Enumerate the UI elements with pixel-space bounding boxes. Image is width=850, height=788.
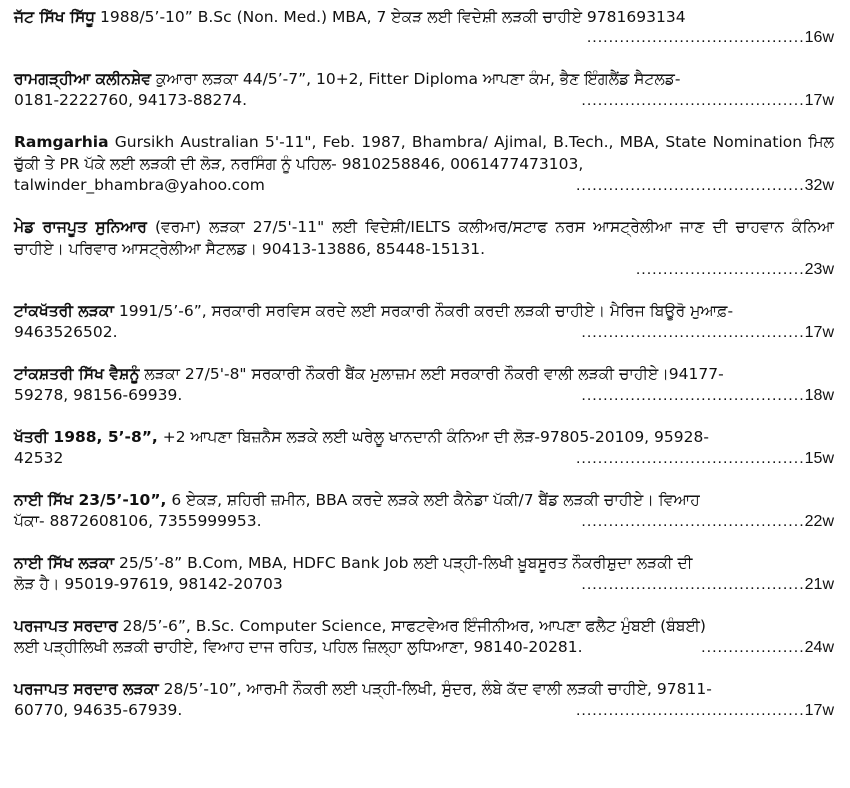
ad-body: 28/5’-6”, B.Sc. Computer Science, ਸਾਫਟਵੇਅਰ ਇੰਜੀਨੀਅਰ, ਆਪਣਾ ਫਲੈਟ ਮੁੰਬਈ (ਬੰਬਈ) — [117, 617, 706, 635]
ad-code: 17w — [804, 92, 834, 109]
dot-leader: ......................................... — [581, 92, 805, 109]
ad-body: Gursikh Australian 5'-11", Feb. 1987, Bhambra/ Ajimal, B.Tech., MBA, State Nomination ਮਿਲ ਚੁੱਕੀ ਤੇ PR ਪੱਕੇ ਲਈ ਲੜਕੀ ਦੀ ਲੋੜ, ਨਰਸਿੰਗ ਨੂੰ ਪਹਿਲ- 9810258846, 0061477473103, — [14, 133, 834, 173]
ad-code: 18w — [804, 387, 834, 404]
ad-heading: ਨਾਈ ਸਿੱਖ 23/5’-10”, — [14, 491, 167, 509]
ad-body: ਕੁਆਰਾ ਲੜਕਾ 44/5’-7”, 10+2, Fitter Diploma ਆਪਣਾ ਕੰਮ, ਭੈਣ ਇੰਗਲੈਂਡ ਸੈਟਲਡ- — [151, 70, 681, 88]
ad-contact-line: 9463526502. — [14, 323, 118, 341]
ad-footer — [14, 700, 834, 721]
ad-code: 21w — [804, 576, 834, 593]
ad-body: 1988/5’-10” B.Sc (Non. Med.) MBA, 7 ਏਕੜ ਲਈ ਵਿਦੇਸ਼ੀ ਲੜਕੀ ਚਾਹੀਏ 9781693134 — [95, 8, 686, 26]
ad-text — [14, 300, 834, 322]
ad-body: (ਵਰਮਾ) ਲੜਕਾ 27/5'-11" ਲਈ ਵਿਦੇਸ਼ੀ/IELTS ਕਲੀਅਰ/ਸਟਾਫ ਨਰਸ ਆਸਟ੍ਰੇਲੀਆ ਜਾਣ ਦੀ ਚਾਹਵਾਨ ਕੰਨਿਆ ਚਾਹੀਏ। ਪਰਿਵਾਰ ਆਸਟ੍ਰੇਲੀਆ ਸੈਟਲਡ। 90413-13886, 85448-15131. — [14, 218, 834, 258]
dot-leader: ............................... — [635, 261, 805, 278]
ad-text — [14, 426, 834, 448]
ad-heading: ਜੱਟ ਸਿੱਖ ਸਿੱਧੂ — [14, 8, 96, 26]
ad-text — [14, 552, 834, 574]
ad-heading: ਮੇਡ ਰਾਜਪੂਤ ਸੁਨਿਆਰ — [14, 218, 147, 236]
ad-footer — [14, 90, 834, 111]
classified-ad — [14, 615, 834, 658]
ad-code: 22w — [804, 513, 834, 530]
ad-footer — [14, 175, 834, 196]
ad-footer — [14, 322, 834, 343]
ad-text — [14, 131, 834, 175]
ad-heading: ਪਰਜਾਪਤ ਸਰਦਾਰ — [14, 617, 118, 635]
dot-leader: .......................................... — [575, 450, 805, 467]
classified-ad — [14, 678, 834, 721]
ad-contact-line: 60770, 94635-67939. — [14, 701, 183, 719]
ad-contact-line: ਲਈ ਪੜ੍ਹੀਲਿਖੀ ਲੜਕੀ ਚਾਹੀਏ, ਵਿਆਹ ਦਾਜ ਰਹਿਤ, ਪਹਿਲ ਜ਼ਿਲ੍ਹਾ ਲੁਧਿਆਣਾ, 98140-20281. — [14, 638, 583, 656]
ad-text — [14, 678, 834, 700]
dot-leader: ......................................... — [581, 576, 805, 593]
ad-body: ਲੜਕਾ 27/5'-8" ਸਰਕਾਰੀ ਨੌਕਰੀ ਬੈਂਕ ਮੁਲਾਜ਼ਮ ਲਈ ਸਰਕਾਰੀ ਨੌਕਰੀ ਵਾਲੀ ਲੜਕੀ ਚਾਹੀਏ।94177- — [139, 365, 724, 383]
ad-code: 24w — [804, 639, 834, 656]
ad-footer — [14, 385, 834, 406]
dot-leader: .......................................... — [575, 702, 805, 719]
ad-contact-line: talwinder_bhambra@yahoo.com — [14, 176, 265, 194]
dot-leader: ......................................... — [581, 513, 805, 530]
ad-code: 17w — [804, 324, 834, 341]
ad-code: 23w — [804, 261, 834, 278]
ad-heading: ਪਰਜਾਪਤ ਸਰਦਾਰ ਲੜਕਾ — [14, 680, 159, 698]
ad-code: 32w — [804, 177, 834, 194]
ad-heading: ਖੱਤਰੀ 1988, 5’-8”, — [14, 428, 158, 446]
ad-footer — [14, 574, 834, 595]
ad-body: +2 ਆਪਣਾ ਬਿਜ਼ਨੈਸ ਲੜਕੇ ਲਈ ਘਰੇਲੂ ਖਾਨਦਾਨੀ ਕੰਨਿਆ ਦੀ ਲੋੜ-97805-20109, 95928- — [157, 428, 709, 446]
classified-ad — [14, 131, 834, 196]
ad-text — [14, 216, 834, 260]
ad-code: 17w — [804, 702, 834, 719]
ad-text — [14, 6, 834, 28]
ad-body: 1991/5’-6”, ਸਰਕਾਰੀ ਸਰਵਿਸ ਕਰਦੇ ਲਈ ਸਰਕਾਰੀ ਨੌਕਰੀ ਕਰਦੀ ਲੜਕੀ ਚਾਹੀਏ। ਮੈਰਿਜ ਬਿਊਰੋ ਮੁਆਫ਼- — [113, 302, 734, 320]
ad-contact-line: ਲੋੜ ਹੈ। 95019-97619, 98142-20703 — [14, 575, 283, 593]
ad-body: 6 ਏਕੜ, ਸ਼ਹਿਰੀ ਜ਼ਮੀਨ, BBA ਕਰਦੇ ਲੜਕੇ ਲਈ ਕੈਨੇਡਾ ਪੱਕੀ/7 ਬੈਂਡ ਲੜਕੀ ਚਾਹੀਏ। ਵਿਆਹ — [166, 491, 700, 509]
classified-ad — [14, 426, 834, 469]
dot-leader: ........................................ — [586, 29, 805, 46]
ad-footer — [14, 511, 834, 532]
ad-contact-line: ਪੱਕਾ- 8872608106, 7355999953. — [14, 512, 262, 530]
classified-ad — [14, 216, 834, 280]
classified-ad — [14, 363, 834, 406]
ad-text — [14, 615, 834, 637]
classified-ad — [14, 489, 834, 532]
classified-ad — [14, 552, 834, 595]
ad-heading: ਰਾਮਗੜ੍ਹੀਆ ਕਲੀਨਸ਼ੇਵ — [14, 70, 152, 88]
ad-body: 28/5’-10”, ਆਰਮੀ ਨੌਕਰੀ ਲਈ ਪੜ੍ਹੀ-ਲਿਖੀ, ਸੁੰਦਰ, ਲੰਬੇ ਕੱਦ ਵਾਲੀ ਲੜਕੀ ਚਾਹੀਏ, 97811- — [158, 680, 712, 698]
ad-heading: Ramgarhia — [14, 133, 109, 151]
ad-text — [14, 68, 834, 90]
ad-footer — [14, 260, 834, 280]
ad-heading: ਟਾਂਕਖੱਤਰੀ ਲੜਕਾ — [14, 302, 114, 320]
dot-leader: ................... — [701, 639, 805, 656]
dot-leader: ......................................... — [581, 387, 805, 404]
dot-leader: .......................................... — [575, 177, 805, 194]
classified-ad — [14, 6, 834, 48]
ad-footer — [14, 28, 834, 48]
ad-code: 15w — [804, 450, 834, 467]
ad-contact-line: 0181-2222760, 94173-88274. — [14, 91, 248, 109]
ad-footer — [14, 448, 834, 469]
ad-footer — [14, 637, 834, 658]
dot-leader: ......................................... — [581, 324, 805, 341]
ad-code: 16w — [804, 29, 834, 46]
classified-ad — [14, 68, 834, 111]
ad-contact-line: 59278, 98156-69939. — [14, 386, 183, 404]
ad-text — [14, 489, 834, 511]
ad-text — [14, 363, 834, 385]
ad-body: 25/5’-8” B.Com, MBA, HDFC Bank Job ਲਈ ਪੜ੍ਹੀ-ਲਿਖੀ ਖ਼ੂਬਸੂਰਤ ਨੌਕਰੀਸ਼ੁਦਾ ਲੜਕੀ ਦੀ — [114, 554, 693, 572]
ad-contact-line: 42532 — [14, 449, 64, 467]
ad-heading: ਨਾਈ ਸਿੱਖ ਲੜਕਾ — [14, 554, 115, 572]
classified-ad — [14, 300, 834, 343]
ad-heading: ਟਾਂਕਸ਼ਤਰੀ ਸਿੱਖ ਵੈਸ਼ਨੂੰ — [14, 365, 140, 383]
